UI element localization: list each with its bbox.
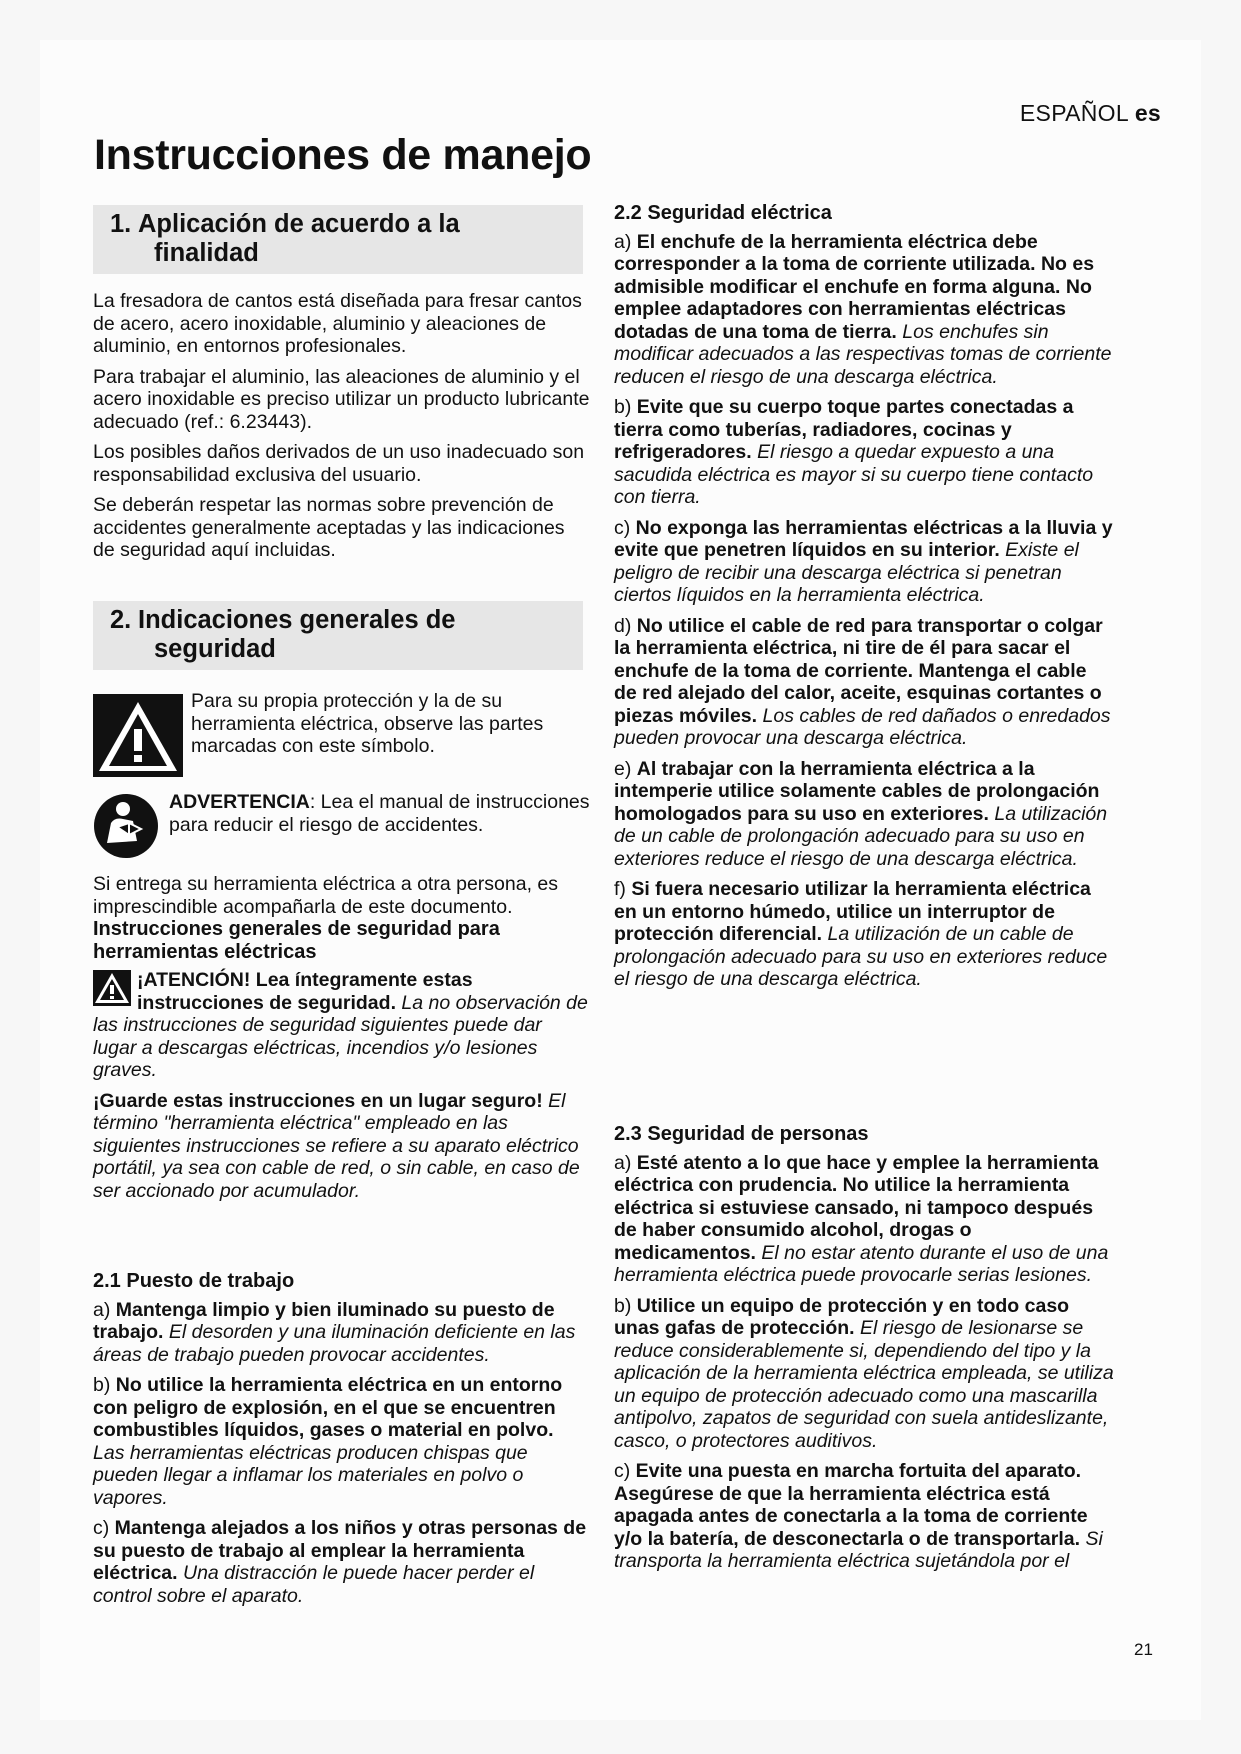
list-marker: a) <box>614 1151 637 1174</box>
warning-triangle-small-icon <box>93 970 131 1006</box>
section-2-number: 2. <box>110 606 132 634</box>
list-item <box>614 878 1114 991</box>
list-marker: c) <box>93 1517 115 1539</box>
list-item-bold: No utilice la herramienta eléctrica en un entorno con peligro de explosión, en el que se encuentren combustibles líquidos, gases o material en polvo. <box>93 1374 563 1441</box>
list-item-italic: Existe el peligro de recibir una descarga eléctrica si penetran ciertos líquidos en la herramienta eléctrica. <box>614 539 1079 606</box>
list-marker: c) <box>614 1460 636 1482</box>
section-2-3-heading: 2.3 Seguridad de personas <box>614 1123 869 1145</box>
symbol-note <box>93 688 590 777</box>
list-marker: a) <box>93 1298 116 1321</box>
list-item <box>93 1299 590 1367</box>
atencion-bold: ¡ATENCIÓN! Lea íntegramente estas instrucciones de seguridad. <box>137 969 473 1014</box>
list-marker: c) <box>614 516 636 539</box>
list-item-italic: El riesgo a quedar expuesto a una sacudida eléctrica es mayor si su cuerpo tiene contacto con tierra. <box>614 441 1094 508</box>
language-label: ESPAÑOL <box>1019 100 1129 126</box>
guarde-italic: El término "herramienta eléctrica" empleado en las siguientes instrucciones se refiere a su aparato eléctrico portátil, ya sea con cable de red, o sin cable, en caso de ser accionado por acumulador. <box>93 1089 580 1202</box>
handover-paragraph: Si entrega su herramienta eléctrica a otra persona, es imprescindible acompañarla de este documento. <box>93 873 559 918</box>
list-item <box>93 1517 590 1607</box>
guarde-paragraph <box>93 1090 590 1203</box>
list-item <box>614 615 1114 750</box>
list-marker: a) <box>614 230 637 253</box>
atencion-italic: La no observación de las instrucciones de seguridad siguientes puede dar lugar a descargas eléctricas, incendios y/o lesiones graves. <box>93 991 588 1081</box>
list-item <box>93 1374 590 1509</box>
read-manual-icon <box>93 793 159 859</box>
section-1-title-line1: Aplicación de acuerdo a la <box>138 210 460 238</box>
warning-triangle-icon <box>93 694 183 777</box>
list-item <box>614 758 1114 871</box>
general-safety-heading: Instrucciones generales de seguridad para herramientas eléctricas <box>93 918 500 963</box>
list-item-italic: El no estar atento durante el uso de una herramienta eléctrica puede provocarle serias lesiones. <box>614 1241 1109 1286</box>
list-marker: f) <box>614 878 632 900</box>
paragraph: Para trabajar el aluminio, las aleaciones de aluminio y el acero inoxidable es preciso utilizar un producto lubricante adecuado (ref.: 6.23443). <box>93 365 590 433</box>
section-2-title-line2: seguridad <box>154 635 276 663</box>
list-item <box>614 1295 1114 1453</box>
list-item-bold: Esté atento a lo que hace y emplee la herramienta eléctrica con prudencia. No utilice la herramienta eléctrica si estuviese cansado, ni tampoco después de haber consumido alcohol, drogas o medicamentos. <box>614 1151 1099 1264</box>
list-item-italic: Una distracción le puede hacer perder el control sobre el aparato. <box>93 1562 535 1607</box>
list-item-bold: Utilice un equipo de protección y en todo caso unas gafas de protección. <box>614 1294 1070 1339</box>
symbol-note-text: Para su propia protección y la de su herramienta eléctrica, observe las partes marcadas con este símbolo. <box>191 690 544 757</box>
section-1-body <box>93 290 590 562</box>
list-item-bold: Evite una puesta en marcha fortuita del aparato. Asegúrese de que la herramienta eléctrica está apagada antes de conectarla a la toma de corriente y/o la batería, de desconectarla o de transportarla. <box>614 1460 1088 1550</box>
paragraph: La fresadora de cantos está diseñada para fresar cantos de acero, acero inoxidable, aluminio y aleaciones de aluminio, en entornos profesionales. <box>93 290 582 357</box>
section-1-header <box>93 205 583 274</box>
list-item <box>614 231 1114 389</box>
list-item <box>614 1460 1114 1573</box>
list-marker: b) <box>614 1294 637 1317</box>
section-2-1-heading: 2.1 Puesto de trabajo <box>93 1270 295 1292</box>
language-code: es <box>1134 100 1161 126</box>
list-marker: e) <box>614 757 637 780</box>
section-2-2-heading: 2.2 Seguridad eléctrica <box>614 202 832 224</box>
section-2-header <box>93 601 583 670</box>
list-item-bold: Mantenga alejados a los niños y otras personas de su puesto de trabajo al emplear la herramienta eléctrica. <box>93 1517 587 1584</box>
list-item-bold: No utilice el cable de red para transportar o colgar la herramienta eléctrica, ni tire de él para sacar el enchufe de la toma de corriente. Mantenga el cable de red alejado del calor, aceite, esquinas cortantes o piezas móviles. <box>614 614 1103 727</box>
section-2-body <box>93 688 590 1202</box>
list-item-italic: La utilización de un cable de prolongación adecuado para su uso en exteriores reduce el riesgo de una descarga eléctrica. <box>614 923 1108 990</box>
page-number: 21 <box>1134 1640 1153 1659</box>
list-item-italic: Los enchufes sin modificar adecuados a las respectivas tomas de corriente reducen el riesgo de una descarga eléctrica. <box>614 320 1112 388</box>
advertencia-note <box>93 789 590 859</box>
list-marker: d) <box>614 614 637 637</box>
list-item-bold: Al trabajar con la herramienta eléctrica a la intemperie utilice solamente cables de prolongación homologados para su uso en exteriores. <box>614 757 1100 825</box>
section-2-3 <box>614 1123 1114 1573</box>
list-item-italic: Los cables de red dañados o enredados pueden provocar una descarga eléctrica. <box>614 704 1111 749</box>
list-item <box>614 396 1114 509</box>
list-item <box>614 517 1114 607</box>
advertencia-text <box>169 791 590 836</box>
list-item-italic: Si transporta la herramienta eléctrica sujetándola por el <box>614 1527 1103 1572</box>
atencion-paragraph <box>93 969 590 1082</box>
list-item-bold: Mantenga limpio y bien iluminado su puesto de trabajo. <box>93 1298 555 1343</box>
paragraph: Se deberán respetar las normas sobre prevención de accidentes generalmente aceptadas y las indicaciones de seguridad aquí incluidas. <box>93 494 565 561</box>
list-item-bold: Si fuera necesario utilizar la herramienta eléctrica en un entorno húmedo, utilice un interruptor de protección diferencial. <box>614 878 1091 945</box>
list-item-bold: Evite que su cuerpo toque partes conectadas a tierra como tuberías, radiadores, cocinas y refrigeradores. <box>614 396 1074 463</box>
section-1-number: 1. <box>110 210 132 238</box>
section-2-2 <box>614 202 1114 991</box>
advertencia-body: : Lea el manual de instrucciones para reducir el riesgo de accidentes. <box>169 791 590 836</box>
advertencia-label: ADVERTENCIA <box>169 791 310 813</box>
section-1-title-line2: finalidad <box>154 239 259 267</box>
language-indicator <box>1020 100 1161 127</box>
list-marker: b) <box>614 396 637 418</box>
list-item-italic: Las herramientas eléctricas producen chispas que pueden llegar a inflamar los materiales en polvo o vapores. <box>93 1441 528 1509</box>
paragraph: Los posibles daños derivados de un uso inadecuado son responsabilidad exclusiva del usuario. <box>93 441 585 486</box>
list-item <box>614 1152 1114 1287</box>
list-item-italic: El desorden y una iluminación deficiente en las áreas de trabajo pueden provocar accidentes. <box>93 1321 576 1366</box>
guarde-bold: ¡Guarde estas instrucciones en un lugar seguro! <box>93 1089 543 1112</box>
list-item-italic: La utilización de un cable de prolongación adecuado para su uso en exteriores reduce el riesgo de una descarga eléctrica. <box>614 802 1108 870</box>
list-marker: b) <box>93 1374 116 1396</box>
list-item-bold: No exponga las herramientas eléctricas a la lluvia y evite que penetren líquidos en su interior. <box>614 516 1113 561</box>
section-2-1 <box>93 1270 590 1607</box>
list-item-italic: El riesgo de lesionarse se reduce considerablemente si, dependiendo del tipo y la aplicación de la herramienta eléctrica empleada, se utiliza un equipo de protección adecuado como una mascarilla antipolvo, zapatos de seguridad con suela antideslizante, casco, o protectores auditivos. <box>614 1317 1114 1452</box>
section-2-title-line1: Indicaciones generales de <box>138 606 456 634</box>
list-item-bold: El enchufe de la herramienta eléctrica debe corresponder a la toma de corriente utilizada. No es admisible modificar el enchufe en forma alguna. No emplee adaptadores con herramientas eléctricas dotadas de una toma de tierra. <box>614 230 1095 343</box>
document-title: Instrucciones de manejo <box>94 131 592 179</box>
